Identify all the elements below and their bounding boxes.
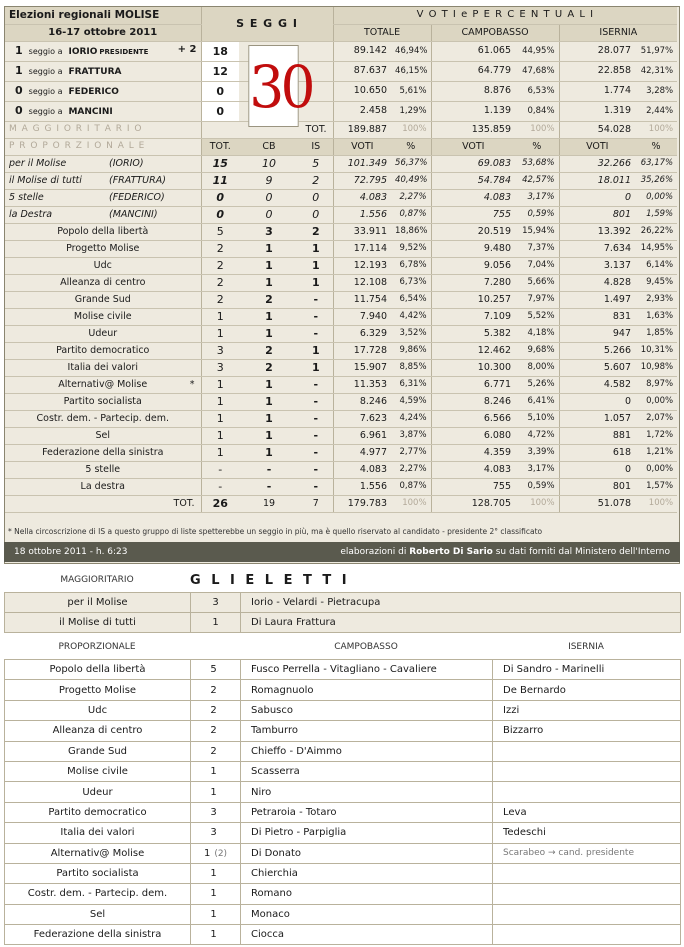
seggi-header: S E G G I — [201, 7, 333, 41]
eletti-magg-table — [4, 592, 681, 633]
eletti-cb-label: CAMPOBASSO — [334, 642, 398, 652]
footnote: * Nella circoscrizione di IS a questo gruppo di liste spetterebbe un seggio in più, ma è quello riservato al candidato - presidente 2° classificato — [8, 527, 543, 536]
eletti-prop-row: Costr. dem. - Partecip. dem. 1 Romano — [5, 884, 681, 904]
party-row: Italia dei valori 3 2 1 15.907 8,85% 10.300 8,00% 5.607 10,98% — [5, 359, 677, 376]
voti-header: V O T I e P E R C E N T U A L I — [333, 7, 677, 24]
page-title: Elezioni regionali MOLISE — [5, 7, 201, 24]
footer-bar — [4, 542, 680, 562]
magg-row: 0 seggio a FEDERICO 0 10.650 5,61% 8.876 6,53% 1.774 3,28% — [5, 81, 677, 101]
prop-total-row: TOT. 26 19 7 179.783 100% 128.705 100% 51.078 100% — [5, 495, 677, 512]
eletti-prop-label: PROPORZIONALE — [58, 642, 136, 652]
col-isernia: ISERNIA — [559, 24, 677, 41]
eletti-prop-row: Federazione della sinistra 1 Ciocca — [5, 925, 681, 945]
party-row: Molise civile 1 1 - 7.940 4,42% 7.109 5,52% 831 1,63% — [5, 308, 677, 325]
eletti-prop-row: Grande Sud 2 Chieffo - D'Aimmo — [5, 741, 681, 761]
magg-row: 1 seggio a FRATTURA 12 87.637 46,15% 64.779 47,68% 22.858 42,31% — [5, 61, 677, 81]
eletti-title: G L I E L E T T I — [190, 572, 350, 588]
eletti-prop-row: Molise civile 1 Scasserra — [5, 761, 681, 781]
eletti-prop-row: Progetto Molise 2 Romagnuolo De Bernardo — [5, 680, 681, 700]
eletti-magg-label: MAGGIORITARIO — [60, 575, 134, 585]
total-seats-badge: 30 — [248, 45, 298, 127]
eletti-prop-row: Popolo della libertà 5 Fusco Perrella - Vitagliano - Cavaliere Di Sandro - Marinelli — [5, 660, 681, 680]
party-row: 5 stelle - - - 4.083 2,27% 4.083 3,17% 0 0,00% — [5, 461, 677, 478]
party-row: Partito democratico 3 2 1 17.728 9,86% 12.462 9,68% 5.266 10,31% — [5, 342, 677, 359]
party-row: Federazione della sinistra 1 1 - 4.977 2,77% 4.359 3,39% 618 1,21% — [5, 444, 677, 461]
party-row: Alternativ@ Molise * 1 1 - 11.353 6,31% 6.771 5,26% 4.582 8,97% — [5, 376, 677, 393]
eletti-magg-row: il Molise di tutti 1 Di Laura Frattura — [5, 613, 681, 633]
magg-row: 0 seggio a MANCINI 0 2.458 1,29% 1.139 0,84% 1.319 2,44% — [5, 101, 677, 121]
eletti-prop-row: Italia dei valori 3 Di Pietro - Parpiglia Tedeschi — [5, 823, 681, 843]
eletti-prop-row: Alleanza di centro 2 Tamburro Bizzarro — [5, 721, 681, 741]
party-row: Udeur 1 1 - 6.329 3,52% 5.382 4,18% 947 1,85% — [5, 325, 677, 342]
party-row: Partito socialista 1 1 - 8.246 4,59% 8.246 6,41% 0 0,00% — [5, 393, 677, 410]
party-row: Alleanza di centro 2 1 1 12.108 6,73% 7.280 5,66% 4.828 9,45% — [5, 274, 677, 291]
party-row: Sel 1 1 - 6.961 3,87% 6.080 4,72% 881 1,72% — [5, 427, 677, 444]
coalition-row: 5 stelle (FEDERICO) 0 0 0 4.083 2,27% 4.083 3,17% 0 0,00% — [5, 189, 677, 206]
eletti-is-label: ISERNIA — [568, 642, 604, 652]
results-panel — [4, 6, 680, 564]
coalition-row: per il Molise (IORIO) 15 10 5 101.349 56,37% 69.083 53,68% 32.266 63,17% — [5, 155, 677, 172]
eletti-prop-row: Sel 1 Monaco — [5, 904, 681, 924]
col-campobasso: CAMPOBASSO — [431, 24, 559, 41]
update-date: 18 ottobre 2011 - h. 6:23 — [14, 547, 128, 557]
col-totale: TOTALE — [333, 24, 431, 41]
eletti-magg-row: per il Molise 3 Iorio - Velardi - Pietracupa — [5, 593, 681, 613]
party-row: Grande Sud 2 2 - 11.754 6,54% 10.257 7,97% 1.497 2,93% — [5, 291, 677, 308]
results-table — [5, 7, 677, 513]
magg-row: 1 seggio a IORIO PRESIDENTE + 2 18 89.142 46,94% 61.065 44,95% 28.077 51,97% — [5, 41, 677, 61]
eletti-prop-row: Partito democratico 3 Petraroia - Totaro Leva — [5, 802, 681, 822]
coalition-row: il Molise di tutti (FRATTURA) 11 9 2 72.795 40,49% 54.784 42,57% 18.011 35,26% — [5, 172, 677, 189]
party-row: Popolo della libertà 5 3 2 33.911 18,86% 20.519 15,94% 13.392 26,22% — [5, 223, 677, 240]
credits: elaborazioni di Roberto Di Sario su dati forniti dal Ministero dell'Interno — [340, 547, 670, 557]
party-row: Costr. dem. - Partecip. dem. 1 1 - 7.623 4,24% 6.566 5,10% 1.057 2,07% — [5, 410, 677, 427]
party-row: La destra - - - 1.556 0,87% 755 0,59% 801 1,57% — [5, 478, 677, 495]
eletti-prop-table — [4, 659, 681, 945]
party-row: Udc 2 1 1 12.193 6,78% 9.056 7,04% 3.137 6,14% — [5, 257, 677, 274]
eletti-prop-row: Alternativ@ Molise 1 (2) Di Donato Scarabeo → cand. presidente — [5, 843, 681, 863]
magg-total-row: M A G G I O R I T A R I O TOT. 189.887 100% 135.859 100% 54.028 100% — [5, 121, 677, 138]
prop-header-row: P R O P O R Z I O N A L E TOT. CB IS VOTI % VOTI % VOTI % — [5, 138, 677, 155]
eletti-prop-row: Udc 2 Sabusco Izzi — [5, 700, 681, 720]
elected-section — [4, 570, 680, 945]
party-row: Progetto Molise 2 1 1 17.114 9,52% 9.480 7,37% 7.634 14,95% — [5, 240, 677, 257]
page-dates: 16-17 ottobre 2011 — [5, 24, 201, 41]
coalition-row: la Destra (MANCINI) 0 0 0 1.556 0,87% 755 0,59% 801 1,59% — [5, 206, 677, 223]
eletti-prop-row: Partito socialista 1 Chierchia — [5, 863, 681, 883]
eletti-prop-row: Udeur 1 Niro — [5, 782, 681, 802]
